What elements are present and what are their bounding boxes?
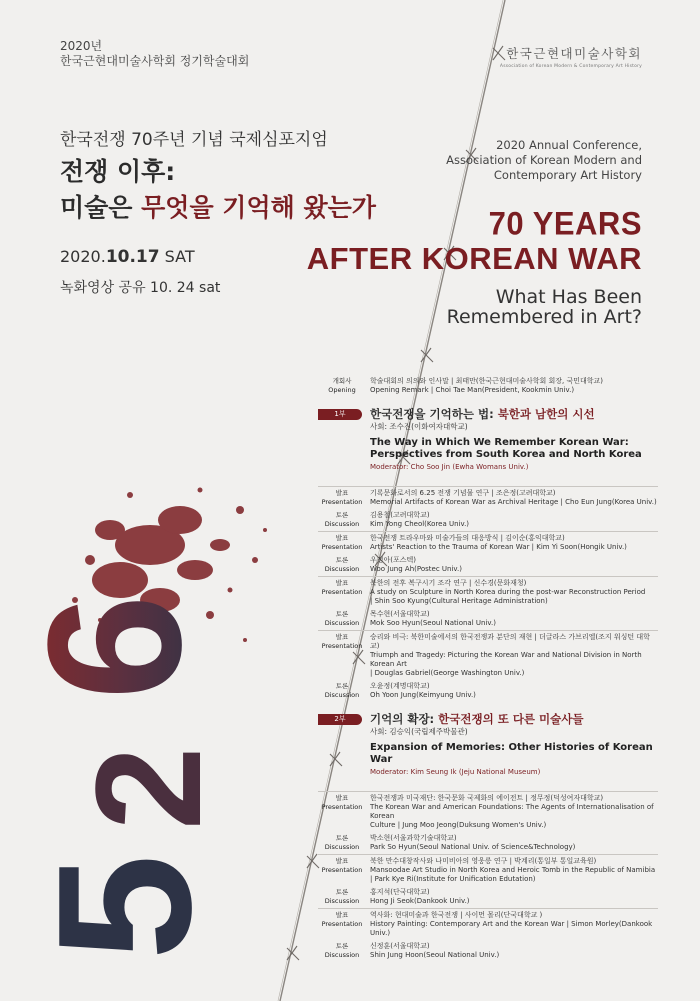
session-badge: 2부 [318, 714, 362, 725]
session-header [318, 407, 658, 472]
rerun-date: 녹화영상 공유 10. 24 sat [60, 280, 221, 296]
session-title-ko: 한국전쟁을 기억하는 법: 북한과 남한의 시선 [370, 407, 595, 421]
row-label: 발표 Presentation [321, 857, 363, 874]
row-text: 우정아(포스텍) Woo Jung Ah(Postec Univ.) [370, 556, 462, 573]
program-row [318, 886, 658, 908]
numeral-5: 5 [19, 854, 231, 960]
row-text: 목수현(서울대학교) Mok Soo Hyun(Seoul National Univ.) [370, 610, 496, 627]
session-title-en: Expansion of Memories: Other Histories of Korean War [370, 742, 653, 765]
header-conference-ko: 한국근현대미술사학회 정기학술대회 [60, 54, 250, 68]
row-label: 발표 Presentation [321, 534, 363, 551]
program-row [318, 554, 658, 576]
row-label: 토론 Discussion [324, 610, 360, 627]
row-text: 역사화: 현대미술과 한국전쟁 | 사이먼 몰리(단국대학교 ) History Painting: Contemporary Art and the Korean War | Simon Morley(Dankook Univ.) [370, 911, 653, 937]
row-label: 토론 Discussion [324, 556, 360, 573]
numeral-2: 2 [64, 746, 232, 830]
session-rows [318, 791, 658, 962]
row-label: 발표 Presentation [321, 579, 363, 596]
row-text: 박소현(서울과학기술대학교) Park So Hyun(Seoul National Univ. of Science&Technology) [370, 834, 576, 851]
row-text: 북한 만수대창작사와 나미비아의 영웅릉 연구 | 박계리(통일부 통일교육원) Mansoodae Art Studio in North Korea and Heroic Tomb in the Republic of Namibia | Park Kye Ri(Institute for Unification Edutation) [370, 857, 656, 883]
header-year: 2020년 [60, 39, 103, 53]
program-row [318, 680, 658, 702]
logo-name-en: Association of Korean Modern & Contemporary Art History [499, 64, 642, 69]
row-label: 토론 Discussion [324, 511, 360, 528]
session-title-en: The Way in Which We Remember Korean War: Perspectives from South Korea and North Korea [370, 437, 642, 460]
main-title-en-line2: AFTER KOREAN WAR [306, 241, 642, 276]
row-label: 발표 Presentation [321, 489, 363, 506]
program-row [318, 509, 658, 531]
conference-title-en: 2020 Annual Conference, Association of Korean Modern and Contemporary Art History [446, 138, 642, 182]
row-text: 승리와 비극: 북한미술에서의 한국전쟁과 분단의 재현 | 더글라스 가브리엘(조지 워싱턴 대학교) Triumph and Tragedy: Picturing the Korean War and National Division in North Korean Art | Douglas Gabriel(George Washington Univ.) [370, 633, 650, 677]
row-text: 오윤정(계명대학교) Oh Yoon Jung(Keimyung Univ.) [370, 682, 476, 699]
session-title-ko: 기억의 확장: 한국전쟁의 또 다른 미술사들 [370, 712, 584, 726]
session-moderator-en: Moderator: Kim Seung Ik (Jeju National Museum) [370, 768, 541, 776]
program-row [318, 940, 658, 962]
logo-name-ko: 한국근현대미술사학회 [506, 46, 642, 61]
program-row [318, 608, 658, 630]
session-moderator-ko: 사회: 김승익(국립제주박물관) [370, 727, 468, 736]
row-label: 토론 Discussion [324, 834, 360, 851]
session-2 [318, 712, 658, 962]
row-label: 토론 Discussion [324, 888, 360, 905]
session-1 [318, 407, 658, 702]
session-badge: 1부 [318, 409, 362, 420]
program-row [318, 791, 658, 832]
session-header [318, 712, 658, 777]
row-label: 토론 Discussion [324, 942, 360, 959]
program-row [318, 531, 658, 554]
row-label: 발표 Presentation [321, 911, 363, 928]
program-row [318, 630, 658, 680]
row-label: 토론 Discussion [324, 682, 360, 699]
main-title-ko-line1: 전쟁 이후: [60, 157, 176, 186]
program-schedule [318, 375, 658, 962]
program-row [318, 854, 658, 886]
row-label: 발표 Presentation [321, 794, 363, 811]
session-moderator-ko: 사회: 조수진(이화여자대학교) [370, 422, 468, 431]
row-label: 발표 Presentation [321, 633, 363, 650]
program-row [318, 908, 658, 940]
event-date: 2020.10.17 SAT [60, 247, 195, 267]
row-text: 김용철(고려대학교) Kim Yong Cheol(Korea Univ.) [370, 511, 470, 528]
opening-row: 개회사 Opening 학술대회의 의의와 인사말 | 최태만(한국근현대미술사학회 회장, 국민대학교) Opening Remark | Choi Tae Man(President, Kookmin Univ.) [328, 377, 604, 394]
symposium-title-ko: 한국전쟁 70주년 기념 국제심포지엄 [60, 130, 328, 150]
row-text: 신정훈(서울대학교) Shin Jung Hoon(Seoul National Univ.) [370, 942, 500, 959]
row-text: 북한의 전후 복구시기 조각 연구 | 신수경(문화재청) A study on Sculpture in North Korea during the post-war Reconstruction Period | Shin Soo Kyung(Cultural Heritage Administration) [370, 579, 646, 605]
row-text: 기록문화로서의 6.25 전쟁 기념물 연구 | 조은정(고려대학교) Memorial Artifacts of Korean War as Archival Heritage | Cho Eun Jung(Korea Univ.) [370, 489, 657, 506]
main-title-ko-line2: 미술은 무엇을 기억해 왔는가 [60, 193, 376, 222]
session-moderator-en: Moderator: Cho Soo Jin (Ewha Womans Univ.) [370, 463, 529, 471]
association-logo [500, 44, 642, 69]
row-text: 한국전쟁 트라우마와 미술가들의 대응방식 | 김이순(홍익대학교) Artists' Reaction to the Trauma of Korean War | Kim Yi Soon(Hongik Univ.) [370, 534, 627, 551]
program-row [318, 576, 658, 608]
subtitle-en: What Has Been Remembered in Art? [446, 286, 642, 328]
row-text: 홍지석(단국대학교) Hong Ji Seok(Dankook Univ.) [370, 888, 470, 905]
session-rows [318, 486, 658, 702]
numeral-6: 6 [9, 594, 221, 700]
main-title-en-line1: 70 YEARS [488, 205, 642, 242]
program-row [318, 486, 658, 509]
program-row [318, 832, 658, 854]
row-text: 한국전쟁과 미국재단: 한국문화 국제화의 에이전트 | 정무정(덕성여자대학교) The Korean War and American Foundations: The Agents of Internationalisation of Korean Culture | Jung Moo Jeong(Duksung Women's Univ.) [370, 794, 654, 829]
